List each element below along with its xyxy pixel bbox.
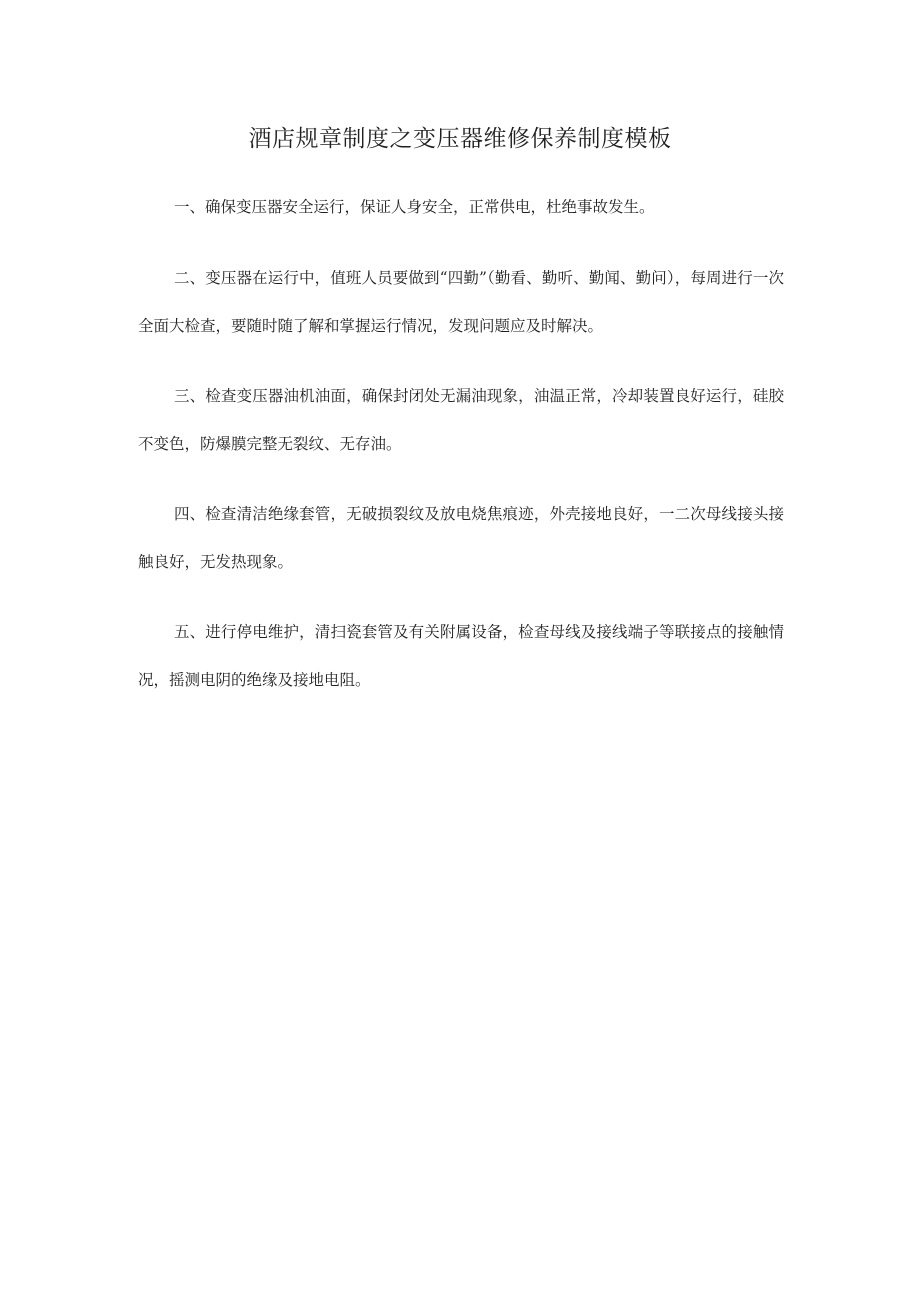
document-body [138,190,784,726]
paragraph-1: 一、确保变压器安全运行，保证人身安全，正常供电，杜绝事故发生。 [174,198,655,216]
document-title: 酒店规章制度之变压器维修保养制度模板 [248,126,672,152]
paragraph-2: 二、变压器在运行中，值班人员要做到“四勤”（勤看、勤听、勤闻、勤问），每周进行一次全面大检查，要随时随了解和掌握运行情况，发现问题应及时解决。 [138,269,784,335]
paragraph-4: 四、检查清洁绝缘套管，无破损裂纹及放电烧焦痕迹，外壳接地良好，一二次母线接头接触良好，无发热现象。 [138,505,784,571]
paragraph-3: 三、检查变压器油机油面，确保封闭处无漏油现象，油温正常，冷却装置良好运行，硅胶不变色，防爆膜完整无裂纹、无存油。 [138,387,784,453]
paragraph-5: 五、进行停电维护，清扫瓷套管及有关附属设备，检查母线及接线端子等联接点的接触情况，摇测电阴的绝缘及接地电阻。 [138,623,784,689]
